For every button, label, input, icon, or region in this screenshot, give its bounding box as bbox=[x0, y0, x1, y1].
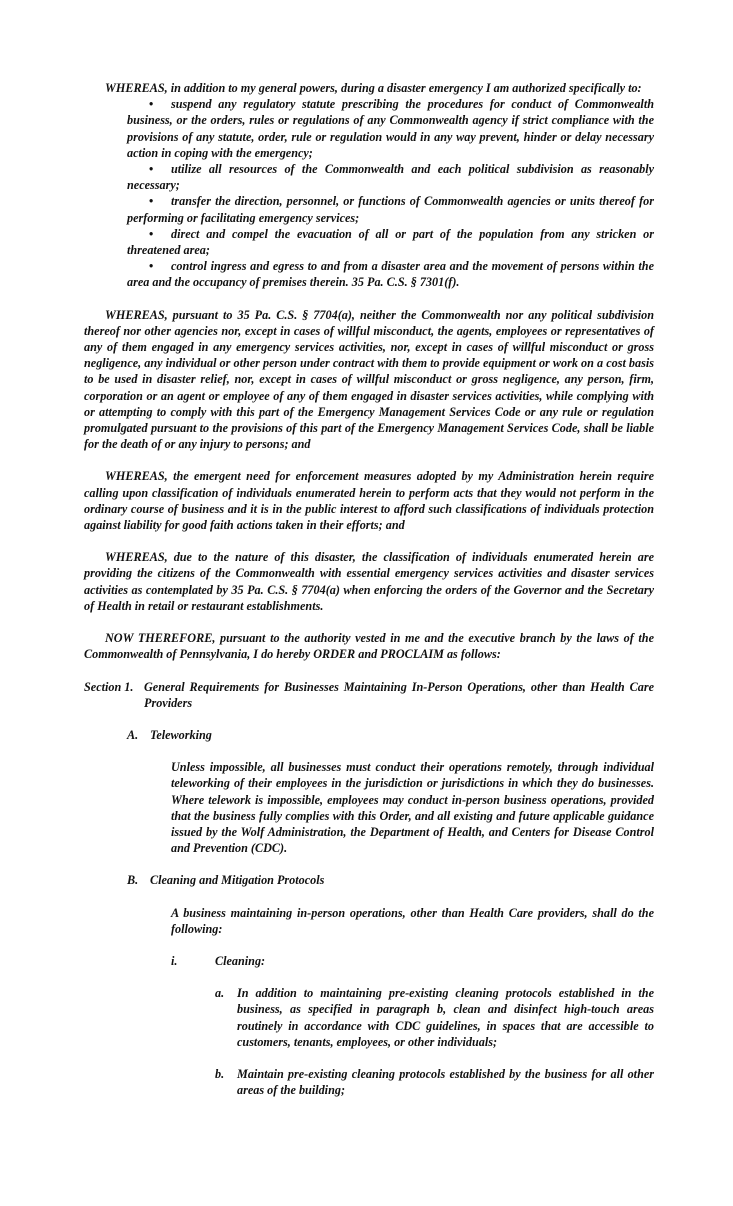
whereas-enforcement-paragraph: WHEREAS, the emergent need for enforcement measures adopted by my Administration herein require calling upon classification of individuals enumerated herein to perform acts that they would not perform in the ordinary course of business and it is in the public interest to afford such classifications of individuals protection against liability for good faith actions taken in their efforts; and bbox=[84, 469, 654, 533]
bullet-text: transfer the direction, personnel, or functions of Commonwealth agencies or units thereof for performing or facilitating emergency services; bbox=[127, 194, 654, 225]
subsection-a-label: A. bbox=[127, 727, 139, 742]
section-1-title: General Requirements for Businesses Maintaining In-Person Operations, other than Health Care Providers bbox=[144, 679, 654, 710]
bullet-text: direct and compel the evacuation of all or part of the population from any stricken or threatened area; bbox=[127, 226, 654, 258]
cleaning-item-b-label: b. bbox=[215, 1066, 225, 1081]
cleaning-item-a bbox=[215, 985, 654, 1050]
bullet-text: control ingress and egress to and from a disaster area and the movement of persons within the area and the occupancy of premises therein. 35 Pa. C.S. § 7301(f). bbox=[127, 259, 654, 290]
subsection-a-heading bbox=[127, 727, 654, 743]
general-powers-bullet-list bbox=[84, 96, 654, 290]
item-i-label: i. bbox=[171, 953, 178, 968]
whereas-general-powers-intro: WHEREAS, in addition to my general powers, during a disaster emergency I am authorized specifically to: bbox=[105, 81, 642, 95]
section-1-heading bbox=[84, 679, 654, 711]
item-i-heading bbox=[171, 953, 654, 969]
bullet-icon: • bbox=[149, 97, 154, 112]
bullet-item bbox=[127, 161, 654, 193]
bullet-text: suspend any regulatory statute prescribing the procedures for conduct of Commonwealth business, or the orders, rules or regulations of any Commonwealth agency if strict compliance with the provisions of any statute, order, rule or regulation would in any way prevent, hinder or delay necessary action in coping with the emergency; bbox=[127, 97, 654, 160]
bullet-icon: • bbox=[149, 162, 154, 177]
subsection-b-title: Cleaning and Mitigation Protocols bbox=[150, 873, 325, 888]
subsection-a-title: Teleworking bbox=[150, 727, 212, 742]
bullet-item bbox=[127, 193, 654, 225]
document-page bbox=[84, 80, 654, 1098]
bullet-icon: • bbox=[149, 259, 154, 274]
bullet-item bbox=[127, 258, 654, 290]
cleaning-mitigation-body: A business maintaining in-person operations, other than Health Care providers, shall do the following: bbox=[171, 905, 654, 936]
now-therefore-paragraph: NOW THEREFORE, pursuant to the authority vested in me and the executive branch by the laws of the Commonwealth of Pennsylvania, I do hereby ORDER and PROCLAIM as follows: bbox=[84, 631, 654, 662]
cleaning-item-a-label: a. bbox=[215, 986, 225, 1001]
cleaning-item-a-text: In addition to maintaining pre-existing cleaning protocols established in the business, as specified in paragraph b, clean and disinfect high-touch areas routinely in accordance with CDC guidelines, in spaces that are accessible to customers, tenants, employees, or other individuals; bbox=[237, 986, 654, 1049]
cleaning-item-b-text: Maintain pre-existing cleaning protocols established by the business for all other areas of the building; bbox=[237, 1066, 654, 1098]
whereas-liability-paragraph: WHEREAS, pursuant to 35 Pa. C.S. § 7704(a), neither the Commonwealth nor any political subdivision thereof nor other agencies nor, except in cases of willful misconduct, the agents, employees or representatives of any of them engaged in any emergency services activities, nor, except in cases of willful misconduct or gross negligence, any individual or other person under contract with them to provide equipment or work on a cost basis to be used in disaster relief, nor, except in cases of willful misconduct or gross negligence, any person, firm, corporation or an agent or employee of any of them engaged in disaster services activities, while complying with or attempting to comply with this part of the Emergency Management Services Code or any rule or regulation promulgated pursuant to the provisions of this part of the Emergency Management Services Code, shall be liable for the death of or any injury to persons; and bbox=[84, 307, 654, 452]
section-1-label: Section 1. bbox=[84, 679, 134, 694]
subsection-b-label: B. bbox=[127, 873, 139, 888]
bullet-item bbox=[127, 96, 654, 161]
whereas-nature-paragraph: WHEREAS, due to the nature of this disaster, the classification of individuals enumerated herein are providing the citizens of the Commonwealth with essential emergency services activities and disaster services activities as contemplated by 35 Pa. C.S. § 7704(a) when enforcing the orders of the Governor and the Secretary of Health in retail or restaurant establishments. bbox=[84, 550, 654, 613]
bullet-icon: • bbox=[149, 194, 154, 209]
cleaning-item-b bbox=[215, 1066, 654, 1098]
teleworking-body: Unless impossible, all businesses must conduct their operations remotely, through individual teleworking of their employees in the jurisdiction or jurisdictions in which they do businesses. Where telework is impossible, employees may conduct in-person business operations, provided that the business fully complies with this Order, and all existing and future applicable guidance issued by the Wolf Administration, the Department of Health, and Centers for Disease Control and Prevention (CDC). bbox=[171, 760, 654, 856]
subsection-b-heading bbox=[127, 872, 654, 888]
item-i-title: Cleaning: bbox=[215, 953, 266, 968]
bullet-item bbox=[127, 226, 654, 258]
bullet-text: utilize all resources of the Commonwealth and each political subdivision as reasonably necessary; bbox=[127, 162, 654, 193]
bullet-icon: • bbox=[149, 226, 154, 241]
